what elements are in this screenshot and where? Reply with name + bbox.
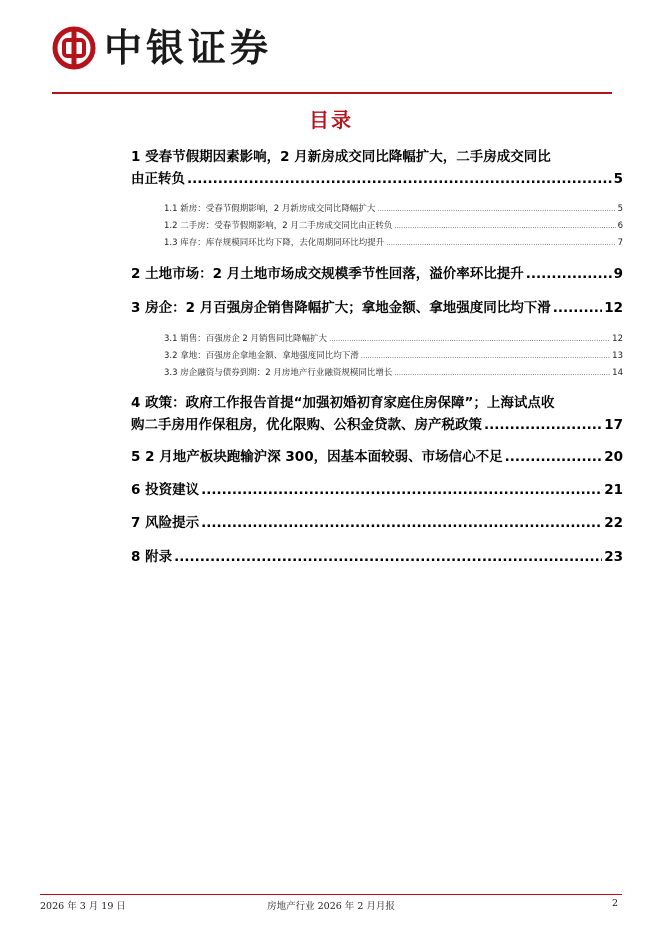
toc-entry-page: 12 <box>604 300 623 316</box>
toc-entry-page: 22 <box>604 515 623 531</box>
toc-entry-number: 1 <box>131 149 141 165</box>
bank-of-china-logo-icon <box>52 26 96 70</box>
dot-leader <box>394 366 610 380</box>
toc-entry-number: 2 <box>131 266 141 282</box>
dot-leader <box>505 446 603 468</box>
toc-entry-page: 14 <box>612 368 623 378</box>
toc-entry-number: 3.3 <box>164 368 178 378</box>
toc-entry-number: 8 <box>131 549 141 565</box>
toc-entry-text: 土地市场：2 月土地市场成交规模季节性回落，溢价率环比提升 <box>145 266 524 282</box>
toc-entry-number: 3.2 <box>164 351 178 361</box>
toc-entry-page: 5 <box>613 171 623 187</box>
toc-entry-text: 投资建议 <box>145 482 200 498</box>
header-divider <box>52 92 612 94</box>
dot-leader <box>187 168 612 190</box>
toc-entry-page: 20 <box>604 449 623 465</box>
toc-entry-1[interactable] <box>131 146 623 190</box>
toc-entry-text: 房企融资与债券到期：2 月房地产行业融资规模同比增长 <box>180 368 393 378</box>
toc-entry-text-line2: 由正转负 <box>131 171 185 187</box>
toc-entry-text: 销售：百强房企 2 月销售同比降幅扩大 <box>180 334 328 344</box>
toc-entry-text-line1: 受春节假期因素影响，2 月新房成交同比降幅扩大，二手房成交同比 <box>145 149 551 165</box>
dot-leader <box>526 263 612 285</box>
toc-entry-text: 拿地：百强房企拿地金额、拿地强度同比均下滑 <box>180 351 359 361</box>
toc-entry-6[interactable] <box>131 479 623 501</box>
toc-entry-number: 1.1 <box>164 204 178 214</box>
dot-leader <box>553 297 603 319</box>
toc-entry-page: 12 <box>612 334 623 344</box>
toc-entry-page: 6 <box>617 221 623 231</box>
toc-entry-3[interactable] <box>131 297 623 319</box>
page-header <box>52 20 612 76</box>
toc-entry-number: 4 <box>131 395 141 411</box>
toc-entry-text: 2 月地产板块跑输沪深 300，因基本面较弱、市场信心不足 <box>145 449 503 465</box>
toc-entry-3-3[interactable] <box>131 366 623 380</box>
toc-entry-page: 5 <box>617 204 623 214</box>
toc-entry-number: 1.2 <box>164 221 178 231</box>
brand-name: 中银证券 <box>104 25 273 70</box>
dot-leader <box>174 546 602 568</box>
toc-entry-text: 附录 <box>145 549 173 565</box>
dot-leader <box>386 236 615 250</box>
toc-entry-text: 二手房：受春节假期影响，2 月二手房成交同比由正转负 <box>180 221 393 231</box>
toc-entry-5[interactable] <box>131 446 623 468</box>
dot-leader <box>394 219 615 233</box>
toc-title: 目录 <box>309 108 353 132</box>
toc-entry-8[interactable] <box>131 546 623 568</box>
dot-leader <box>329 332 610 346</box>
dot-leader <box>201 479 602 501</box>
toc-entry-page: 9 <box>613 266 623 282</box>
toc-entry-text: 新房：受春节假期影响，2 月新房成交同比降幅扩大 <box>180 204 376 214</box>
footer-report-title: 房地产行业 2026 年 2 月月报 <box>267 901 395 912</box>
footer-date: 2026 年 3 月 19 日 <box>40 901 126 912</box>
dot-leader <box>361 349 610 363</box>
toc-entry-4[interactable] <box>131 392 623 436</box>
toc-entry-7[interactable] <box>131 512 623 534</box>
toc-entry-number: 3 <box>131 300 141 316</box>
toc-entry-1-1[interactable] <box>131 202 623 216</box>
toc-entry-1-2[interactable] <box>131 219 623 233</box>
toc-entry-text: 风险提示 <box>145 515 200 531</box>
toc-entry-text-line1: 政策：政府工作报告首提“加强初婚初育家庭住房保障”；上海试点收 <box>145 395 555 411</box>
dot-leader <box>377 202 615 216</box>
toc-entry-text: 房企：2 月百强房企销售降幅扩大；拿地金额、拿地强度同比均下滑 <box>145 300 551 316</box>
toc-entry-1-3[interactable] <box>131 236 623 250</box>
dot-leader <box>201 512 602 534</box>
toc-entry-number: 7 <box>131 515 141 531</box>
footer-divider <box>40 894 622 895</box>
toc-entry-number: 1.3 <box>164 238 178 248</box>
toc-entry-number: 6 <box>131 482 141 498</box>
toc-entry-page: 13 <box>612 351 623 361</box>
toc-entry-number: 3.1 <box>164 334 178 344</box>
dot-leader <box>484 414 602 436</box>
toc-entry-number: 5 <box>131 449 141 465</box>
toc-entry-3-1[interactable] <box>131 332 623 346</box>
toc-entry-page: 7 <box>617 238 623 248</box>
toc-entry-page: 21 <box>604 482 623 498</box>
footer-page-number: 2 <box>611 898 618 909</box>
toc-entry-text: 库存：库存规模同环比均下降，去化周期同环比均提升 <box>180 238 385 248</box>
toc-entry-page: 23 <box>604 549 623 565</box>
toc-entry-2[interactable] <box>131 263 623 285</box>
toc-entry-text-line2: 购二手房用作保租房，优化限购、公积金贷款、房产税政策 <box>131 417 482 433</box>
toc-entry-page: 17 <box>604 417 623 433</box>
toc-entry-3-2[interactable] <box>131 349 623 363</box>
